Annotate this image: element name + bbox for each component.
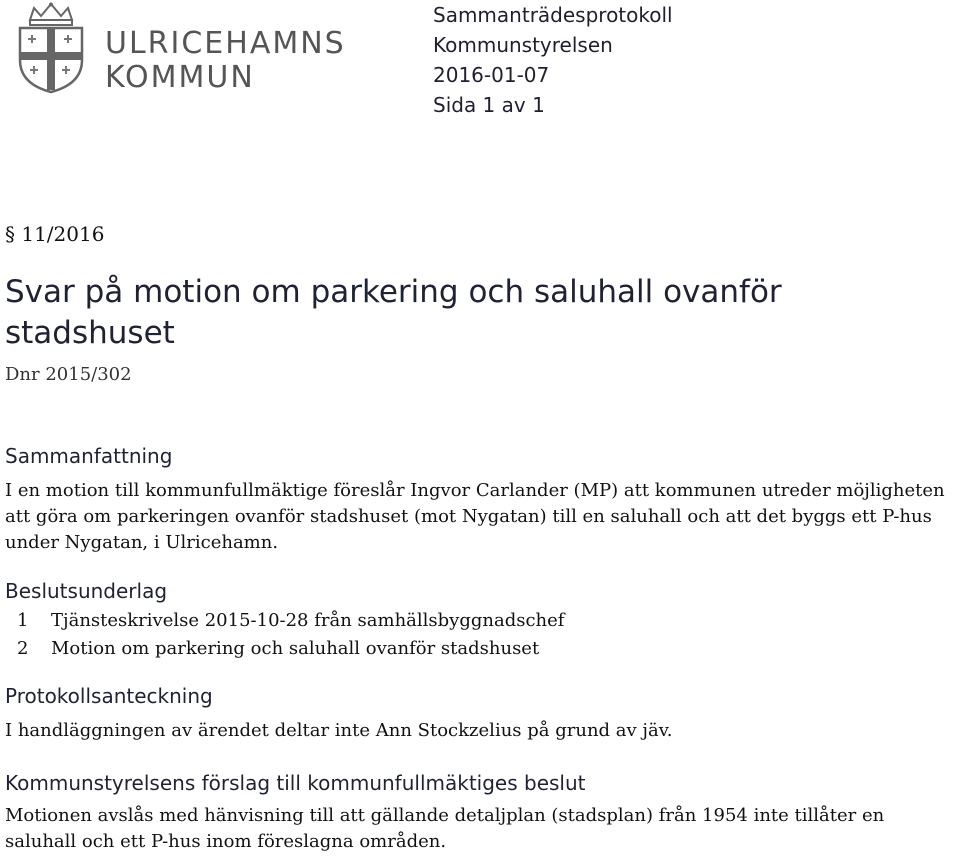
- paragraph-number: § 11/2016: [5, 222, 105, 246]
- municipality-logo: [8, 2, 378, 94]
- summary-heading: Sammanfattning: [5, 444, 173, 468]
- page-title: Svar på motion om parkering och saluhall ovanför stadshuset: [5, 274, 782, 351]
- coat-of-arms-icon: [8, 2, 94, 94]
- list-item: [5, 635, 564, 663]
- note-text: I handläggningen av ärendet deltar inte Ann Stockzelius på grund av jäv.: [5, 720, 673, 741]
- logo-wordmark: [105, 27, 346, 95]
- basis-heading: Beslutsunderlag: [5, 579, 168, 603]
- list-item-number: 1: [17, 610, 29, 631]
- committee-name: Kommunstyrelsen: [433, 33, 613, 57]
- logo-line-2: KOMMUN: [105, 60, 255, 95]
- document-meta: [433, 0, 673, 120]
- summary-text: I en motion till kommunfullmäktige föreslår Ingvor Carlander (MP) att kommunen utreder möjligheten att göra om parkeringen ovanför stadshuset (mot Nygatan) till en saluhall och att det byggs ett P-hus under Nygatan, i Ulricehamn.: [5, 480, 945, 553]
- logo-line-1: ULRICEHAMNS: [105, 26, 346, 61]
- list-item-text: Tjänsteskrivelse 2015-10-28 från samhällsbyggnadschef: [51, 610, 565, 631]
- basis-list: [5, 607, 564, 663]
- proposal-heading: Kommunstyrelsens förslag till kommunfullmäktiges beslut: [5, 771, 586, 795]
- note-heading: Protokollsanteckning: [5, 684, 213, 708]
- diary-number: Dnr 2015/302: [5, 364, 132, 385]
- proposal-text: Motionen avslås med hänvisning till att gällande detaljplan (stadsplan) från 1954 inte tillåter en saluhall och ett P-hus inom föreslagna områden.: [5, 805, 885, 852]
- list-item: [5, 607, 564, 635]
- doc-type: Sammanträdesprotokoll: [433, 3, 673, 27]
- meeting-date: 2016-01-07: [433, 63, 550, 87]
- page-number: Sida 1 av 1: [433, 93, 545, 117]
- list-item-text: Motion om parkering och saluhall ovanför stadshuset: [51, 638, 540, 659]
- list-item-number: 2: [17, 638, 29, 659]
